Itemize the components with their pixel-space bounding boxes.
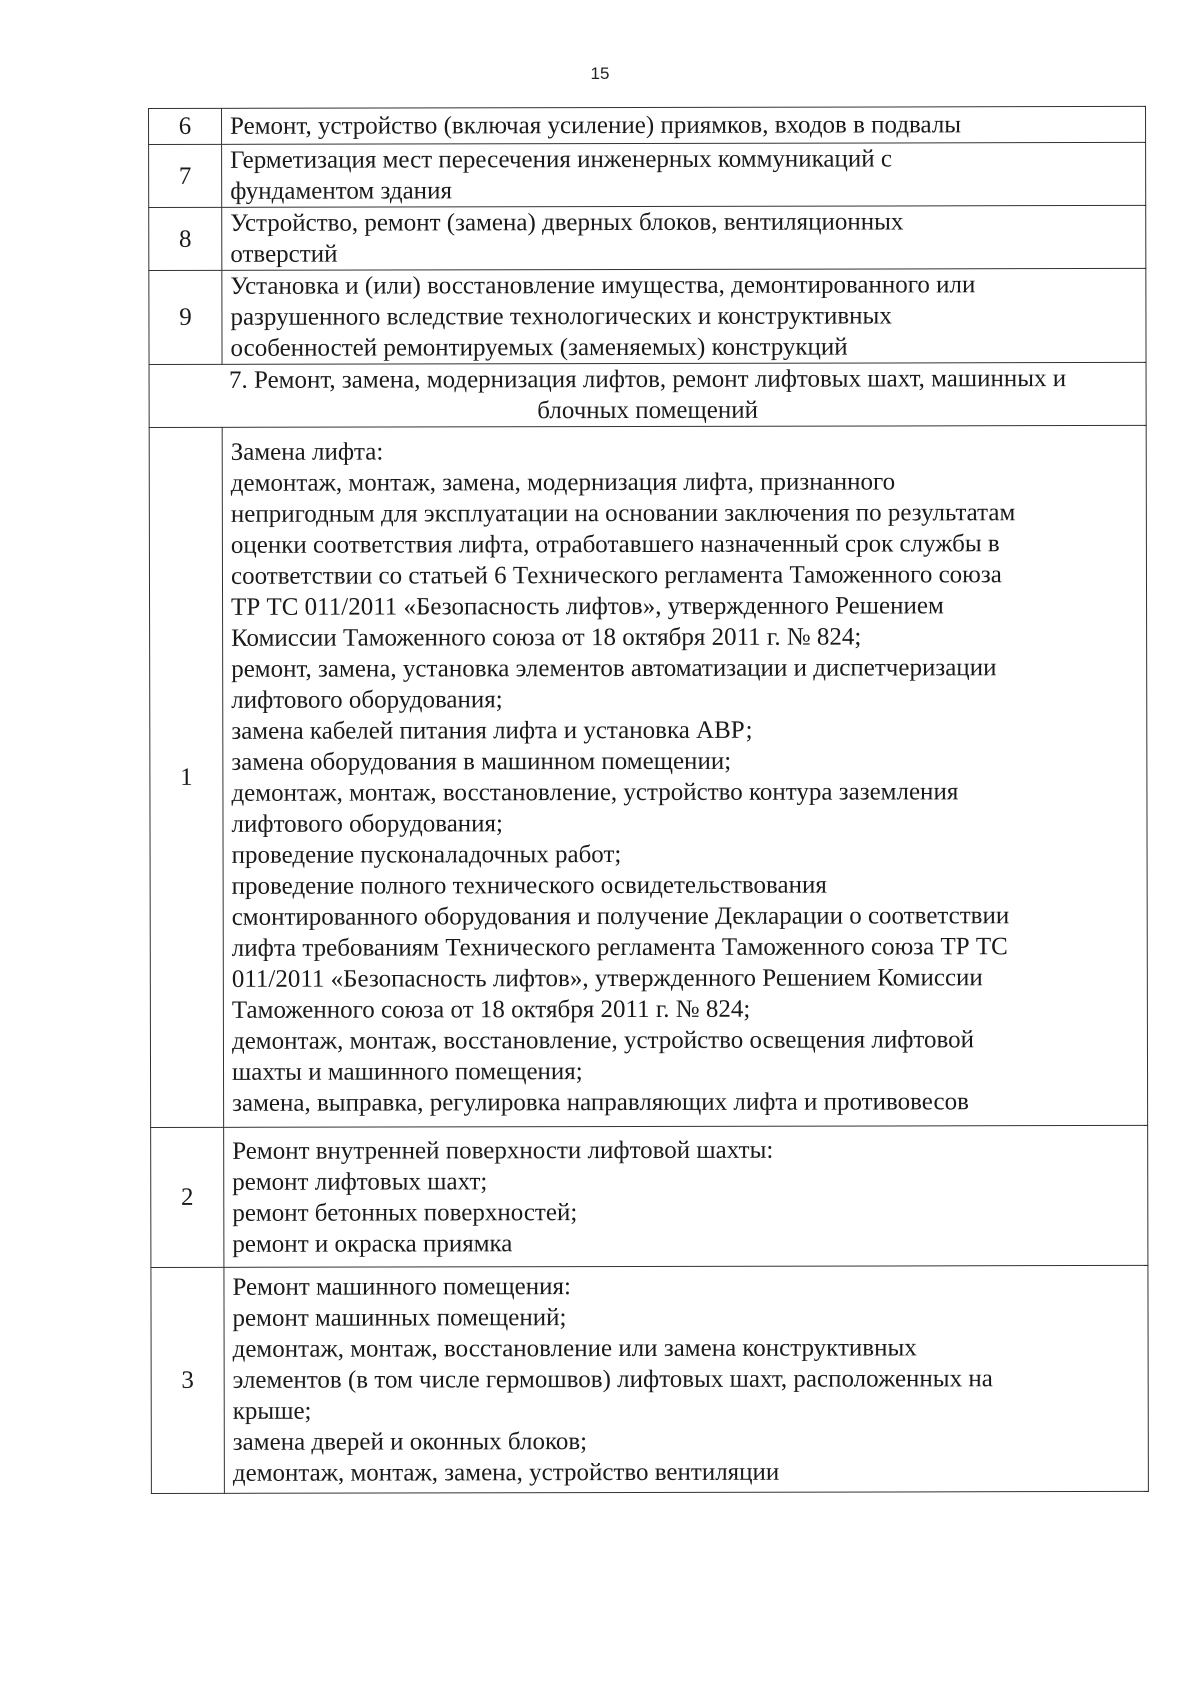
section-heading-line: блочных помещений [537,396,759,425]
row-number: 3 [151,1267,224,1493]
description-line: Замена лифта: [230,438,384,466]
table-row [151,1265,1148,1493]
description-line: ремонт и окраска приямка [232,1229,513,1258]
description-line: лифтового оборудования; [231,685,503,714]
description-line: ТР ТС 011/2011 «Безопасность лифтов», утвержденного Решением [231,591,944,621]
row-description [222,425,1147,1127]
row-number: 2 [151,1127,224,1267]
description-line: Устройство, ремонт (замена) дверных блоков, вентиляционных [230,208,904,237]
description-line: фундаментом здания [230,177,452,205]
row-number: 7 [149,144,222,207]
works-table-body [149,106,1149,1493]
table-row [151,1125,1148,1267]
row-description [224,1125,1148,1267]
description-line: демонтаж, монтаж, восстановление, устройство освещения лифтовой [231,1025,975,1055]
description-line: замена оборудования в машинном помещении; [231,747,732,776]
description-line: смонтированного оборудования и получение Декларации о соответствии [231,901,1010,931]
description-line: оценки соответствия лифта, отработавшего назначенный срок службы в [230,529,1000,559]
section-heading-line: 7. Ремонт, замена, модернизация лифтов, ремонт лифтовых шахт, машинных и [228,365,1067,394]
description-line: Ремонт внутренней поверхности лифтовой шахты: [232,1136,774,1165]
description-line: ремонт бетонных поверхностей; [232,1198,578,1227]
description-line: Комиссии Таможенного союза от 18 октября 2011 г. № 824; [231,623,862,652]
description-line: Таможенного союза от 18 октября 2011 г. № 824; [231,995,751,1024]
description-line: демонтаж, монтаж, восстановление, устройство контура заземления [231,777,959,807]
description-line: шахты и машинного помещения; [231,1057,583,1086]
description-line: Установка и (или) восстановление имущества, демонтированного или [230,271,976,300]
description-line: разрушенного вследствие технологических и конструктивных [230,302,892,331]
row-description [222,268,1146,364]
document-sheet [148,106,1149,1494]
description-line: лифта требованиям Технического регламента Таможенного союза ТР ТС [231,932,1008,962]
description-line: Герметизация мест пересечения инженерных коммуникаций с [230,145,893,174]
description-line: демонтаж, монтаж, замена, модернизация лифта, признанного [230,467,896,497]
row-description [224,1265,1148,1493]
description-line: замена дверей и оконных блоков; [232,1428,588,1456]
row-number: 1 [149,427,223,1127]
table-row [149,142,1146,207]
page-number: 15 [590,64,610,83]
description-line: 011/2011 «Безопасность лифтов», утвержденного Решением Комиссии [231,963,983,993]
row-number: 8 [149,207,222,270]
row-number: 9 [149,270,222,364]
row-number: 6 [149,108,222,144]
description-line: Ремонт, устройство (включая усиление) приямков, входов в подвалы [230,111,962,140]
description-line: особенностей ремонтируемых (заменяемых) конструкций [230,333,848,362]
description-line: замена кабелей питания лифта и установка АВР; [231,716,753,745]
description-line: проведение полного технического освидетельствования [231,871,827,900]
table-row [149,106,1146,144]
description-line: соответствии со статьей 6 Технического регламента Таможенного союза [230,560,1002,590]
row-description [222,142,1146,207]
description-line: замена, выправка, регулировка направляющих лифта и противовесов [232,1087,969,1117]
description-line: крыше; [232,1397,312,1425]
section-heading-row [149,362,1146,427]
row-description [222,106,1146,144]
row-description [222,205,1146,270]
description-line: лифтового оборудования; [231,809,504,838]
section-heading [149,362,1146,427]
description-line: Ремонт машинного помещения: [232,1273,571,1301]
description-line: проведение пусконаладочных работ; [231,840,622,869]
description-line: ремонт, замена, установка элементов автоматизации и диспетчеризации [231,653,997,683]
description-line: ремонт лифтовых шахт; [232,1167,488,1196]
table-row [149,205,1146,270]
description-line: демонтаж, монтаж, восстановление или замена конструктивных [232,1334,917,1363]
description-line: ремонт машинных помещений; [232,1304,567,1332]
description-line: непригодным для эксплуатации на основании заключения по результатам [230,498,1016,528]
description-line: демонтаж, монтаж, замена, устройство вентиляции [232,1458,780,1487]
description-line: отверстий [230,240,338,268]
table-row [149,268,1146,364]
table-row [149,425,1147,1127]
works-table [148,106,1149,1494]
description-line: элементов (в том числе гермошвов) лифтовых шахт, расположенных на [232,1365,993,1394]
